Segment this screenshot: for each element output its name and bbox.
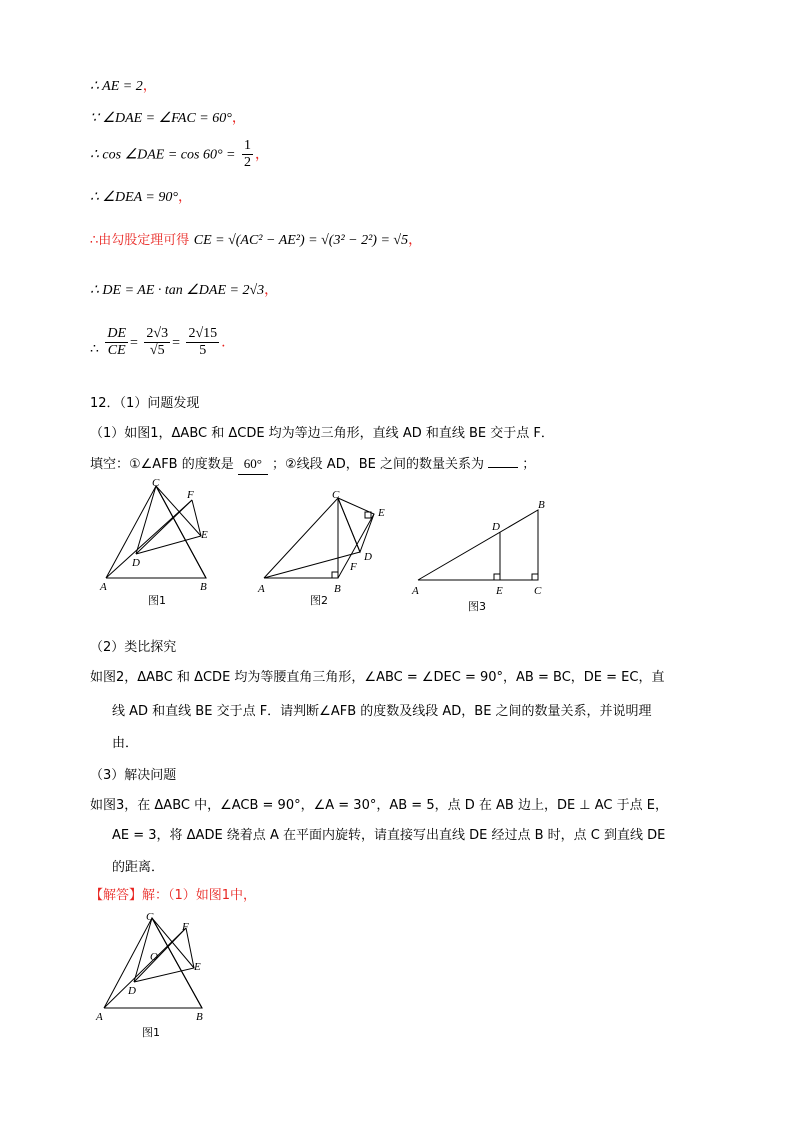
solution-line-2: ∵ ∠DAE = ∠FAC = 60°， (90, 110, 246, 126)
problem-12-heading: 12．（1）问题发现 (90, 396, 200, 411)
fig3-label-d: D (492, 521, 500, 533)
fig4-label-o: O (150, 951, 158, 963)
figure-1-with-o (94, 910, 224, 1044)
fig2-label-a: A (258, 583, 265, 595)
fig4-label-e: E (194, 961, 201, 973)
answer-blank-relation (488, 467, 518, 468)
fig3-caption: 图3 (468, 600, 486, 613)
part3-line-2: AE = 3，将 ΔADE 绕着点 A 在平面内旋转，请直接写出直线 DE 经过点 B 时，点 C 到直线 DE (112, 828, 666, 843)
fig1-label-f: F (187, 489, 194, 501)
fig4-label-a: A (96, 1011, 103, 1023)
fraction-de-ce: $\frac{DE}{CE}$ (107, 326, 127, 358)
fig2-label-d: D (364, 551, 372, 563)
solution-line-5: ∴由勾股定理可得 CE = √(AC² − AE²) = √(3² − 2²) = √5， (90, 232, 423, 248)
part3-title: （3）解决问题 (90, 768, 177, 783)
fig3-label-c: C (534, 585, 542, 597)
fig2-caption: 图2 (310, 594, 328, 607)
problem-12-fill-in: 填空：①∠AFB 的度数是 60° ；②线段 AD，BE 之间的数量关系为 ； (90, 454, 535, 475)
part2-line-1: 如图2，ΔABC 和 ΔCDE 均为等腰直角三角形，∠ABC = ∠DEC = 90°，AB = BC，DE = EC，直 (90, 670, 665, 685)
fig4-label-c: C (146, 911, 154, 923)
answer-label: 【解答】解：（1）如图1中， (90, 888, 257, 903)
fig1-label-b: B (200, 581, 207, 593)
fig3-label-b: B (538, 499, 545, 511)
fig1-label-d: D (132, 557, 140, 569)
fig4-label-f: F (182, 921, 189, 933)
fraction-one-half: $\frac{1}{2}$ (243, 138, 251, 170)
solution-line-3: ∴ cos ∠DAE = cos 60° = $\frac{1}{2}$ ， (90, 138, 269, 170)
part2-line-3: 由． (112, 736, 139, 751)
part2-line-2: 线 AD 和直线 BE 交于点 F．请判断∠AFB 的度数及线段 AD，BE 之间的数量关系，并说明理 (112, 704, 652, 719)
solution-line-7: ∴ $\frac{DE}{CE}$ = $\frac{2√3}{√5}$ = $\frac{2√15}{5}$ . (90, 326, 226, 358)
fig2-label-f: F (350, 561, 357, 573)
fig2-label-b: B (334, 583, 341, 595)
part3-line-1: 如图3，在 ΔABC 中，∠ACB = 90°，∠A = 30°，AB = 5，点 D 在 AB 边上，DE ⊥ AC 于点 E， (90, 798, 668, 813)
fig1-label-e: E (201, 529, 208, 541)
solution-line-6: ∴ DE = AE · tan ∠DAE = 2√3， (90, 282, 279, 298)
fig3-label-a: A (412, 585, 419, 597)
fig3-label-e: E (496, 585, 503, 597)
figure-2 (252, 486, 402, 610)
figure-3 (408, 496, 558, 616)
problem-12-part1-text: （1）如图1，ΔABC 和 ΔCDE 均为等边三角形，直线 AD 和直线 BE 交于点 F． (90, 426, 554, 441)
figure-1 (96, 478, 226, 610)
fig4-label-d: D (128, 985, 136, 997)
fig4-caption: 图1 (142, 1026, 160, 1039)
solution-line-4: ∴ ∠DEA = 90°， (90, 189, 192, 205)
fraction-2sqrt3-sqrt5: $\frac{2√3}{√5}$ (146, 326, 169, 358)
fig2-label-c: C (332, 489, 340, 501)
fig1-label-c: C (152, 478, 160, 489)
part3-line-3: 的距离． (112, 860, 165, 875)
fig2-label-e: E (378, 507, 385, 519)
solution-line-1: ∴ AE = 2， (90, 78, 157, 94)
fraction-2sqrt15-5: $\frac{2√15}{5}$ (188, 326, 218, 358)
fig1-label-a: A (100, 581, 107, 593)
fig1-caption: 图1 (148, 594, 166, 607)
fig4-label-b: B (196, 1011, 203, 1023)
part2-title: （2）类比探究 (90, 640, 177, 655)
answer-blank-angle: 60° (238, 454, 268, 475)
